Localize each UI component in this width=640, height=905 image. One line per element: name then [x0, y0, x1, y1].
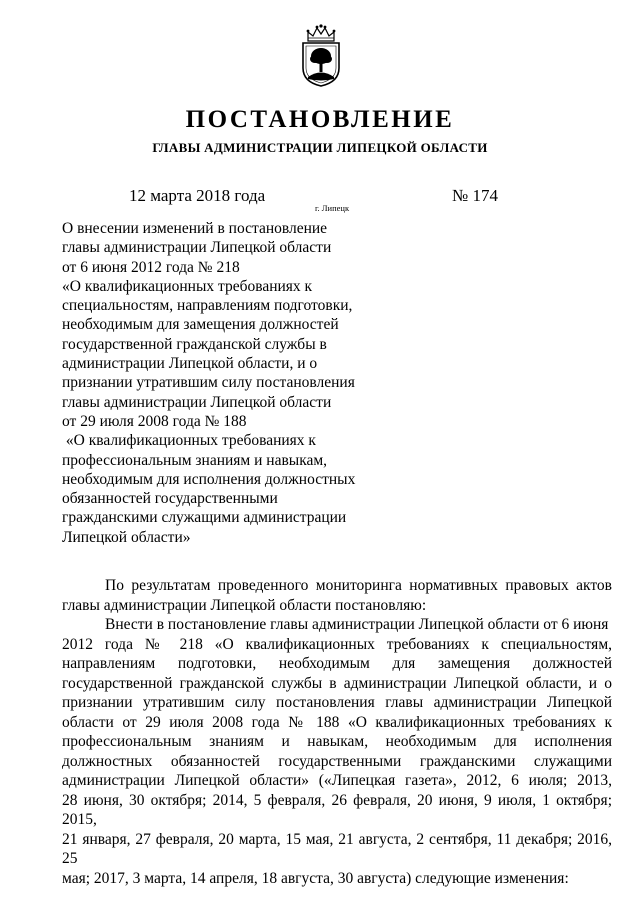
body-line: Внести в постановление главы администрации Липецкой области от 6 июня — [105, 616, 609, 633]
subject-line: от 6 июня 2012 года № 218 — [62, 258, 240, 276]
body-line: администрации Липецкой области» («Липецкая газета», 2012, 6 июля; 2013, — [62, 772, 612, 789]
lipetsk-coat-of-arms-icon — [300, 24, 342, 88]
subject-line: признании утратившим силу постановления — [62, 374, 355, 392]
subject-line: обязанностей государственными — [62, 490, 278, 508]
body-line: 21 января, 27 февраля, 20 марта, 15 мая, 21 августа, 2 сентября, 11 декабря; 2016, 25 — [62, 830, 612, 867]
subject-line: специальностям, направлениям подготовки, — [62, 297, 353, 315]
subject-line: администрации Липецкой области, и о — [62, 355, 318, 373]
amendment-paragraph — [62, 615, 612, 888]
subject-line: О внесении изменений в постановление — [62, 220, 328, 237]
body-line: 28 июня, 30 октября; 2014, 5 февраля, 26 февраля, 20 июня, 9 июля, 1 октября; 2015, — [62, 791, 612, 828]
body-line: главы администрации Липецкой области постановляю: — [62, 596, 427, 614]
document-place: г. Липецк — [315, 203, 350, 213]
body-line: должностных обязанностей государственными гражданскими служащими — [62, 752, 612, 770]
subject-line: гражданскими служащими администрации — [62, 509, 347, 527]
subject-line: главы администрации Липецкой области — [62, 239, 332, 257]
preamble-paragraph — [62, 576, 612, 615]
document-body — [62, 576, 612, 888]
body-line: мая; 2017, 3 марта, 14 апреля, 18 августа, 30 августа) следующие изменения: — [62, 869, 569, 887]
body-line: профессиональным знаниям и навыкам, необходимым для исполнения — [62, 733, 612, 750]
document-date: 12 марта 2018 года — [129, 186, 266, 205]
document-title: ПОСТАНОВЛЕНИЕ — [185, 106, 455, 133]
subject-line: необходимым для исполнения должностных — [62, 470, 356, 488]
subject-line: «О квалификационных требованиях к — [62, 432, 316, 450]
body-line: области от 29 июля 2008 года № 188 «О квалификационных требованиях к — [62, 713, 612, 731]
body-line: 2012 года № 218 «О квалификационных требованиях к специальностям, — [62, 635, 612, 653]
body-line: направлениям подготовки, необходимым для замещения должностей — [62, 655, 612, 672]
document-number: № 174 — [452, 186, 498, 205]
body-line: государственной гражданской службы в администрации Липецкой области, и о — [62, 674, 612, 692]
subject-line: от 29 июля 2008 года № 188 — [62, 412, 247, 430]
body-line: По результатам проведенного мониторинга нормативных правовых актов — [105, 577, 612, 594]
subject-line: государственной гражданской службы в — [62, 335, 327, 353]
subject-line: профессиональным знаниям и навыкам, — [62, 451, 328, 469]
document-subject — [62, 219, 392, 547]
subject-line: главы администрации Липецкой области — [62, 393, 332, 411]
issuing-authority: ГЛАВЫ АДМИНИСТРАЦИИ ЛИПЕЦКОЙ ОБЛАСТИ — [152, 140, 488, 155]
body-line: признании утратившим силу постановления главы администрации Липецкой — [62, 694, 612, 711]
subject-line: «О квалификационных требованиях к — [62, 277, 313, 295]
subject-line: Липецкой области» — [62, 528, 191, 546]
subject-line: необходимым для замещения должностей — [62, 316, 339, 334]
